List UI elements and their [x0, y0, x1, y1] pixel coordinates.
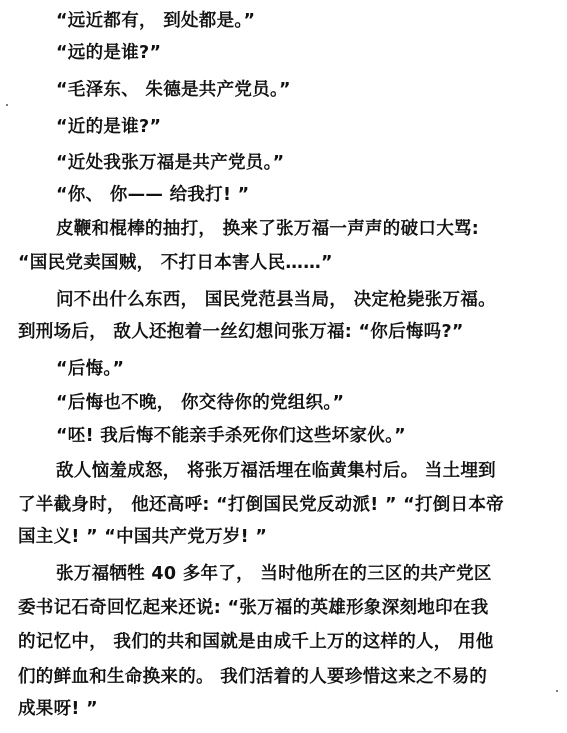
text-line-6: “你、 你—— 给我打! ” — [56, 185, 250, 205]
text-line-21: 成果呀! ” — [18, 699, 98, 719]
text-line-17: 张万福牺牲 40 多年了， 当时他所在的三区的共产党区 — [56, 564, 492, 584]
text-line-19: 的记忆中， 我们的共和国就是由成千上万的这样的人， 用他 — [18, 632, 494, 652]
text-line-14: 敌人恼羞成怒， 将张万福活埋在临黄集村后。 当土埋到 — [56, 461, 496, 481]
scan-speck-1 — [6, 104, 8, 106]
scan-speck-2 — [556, 690, 558, 692]
text-line-18: 委书记石奇回忆起来还说: “张万福的英雄形象深刻地印在我 — [18, 598, 489, 618]
text-line-11: “后悔。” — [56, 359, 125, 379]
text-line-10: 到刑场后， 敌人还抱着一丝幻想问张万福: “你后悔吗?” — [18, 322, 464, 342]
text-line-4: “近的是谁?” — [56, 117, 162, 137]
text-line-2: “远的是谁?” — [56, 43, 162, 63]
text-line-13: “呸! 我后悔不能亲手杀死你们这些坏家伙。” — [56, 426, 406, 446]
text-line-8: “国民党卖国贼， 不打日本害人民……” — [18, 253, 333, 273]
text-line-9: 问不出什么东西， 国民党范县当局， 决定枪毙张万福。 — [56, 290, 496, 310]
text-line-12: “后悔也不晚， 你交待你的党组织。” — [56, 393, 345, 413]
text-line-16: 国主义! ” “中国共产党万岁! ” — [18, 527, 268, 547]
text-line-15: 了半截身时， 他还高呼: “打倒国民党反动派! ” “打倒日本帝 — [18, 495, 504, 515]
text-line-3: “毛泽东、 朱德是共产党员。” — [56, 80, 291, 100]
text-line-20: 们的鲜血和生命换来的。 我们活着的人要珍惜这来之不易的 — [18, 667, 488, 687]
text-line-5: “近处我张万福是共产党员。” — [56, 153, 285, 173]
text-line-1: “远近都有， 到处都是。” — [56, 11, 256, 31]
text-line-7: 皮鞭和棍棒的抽打， 换来了张万福一声声的破口大骂: — [56, 219, 480, 239]
